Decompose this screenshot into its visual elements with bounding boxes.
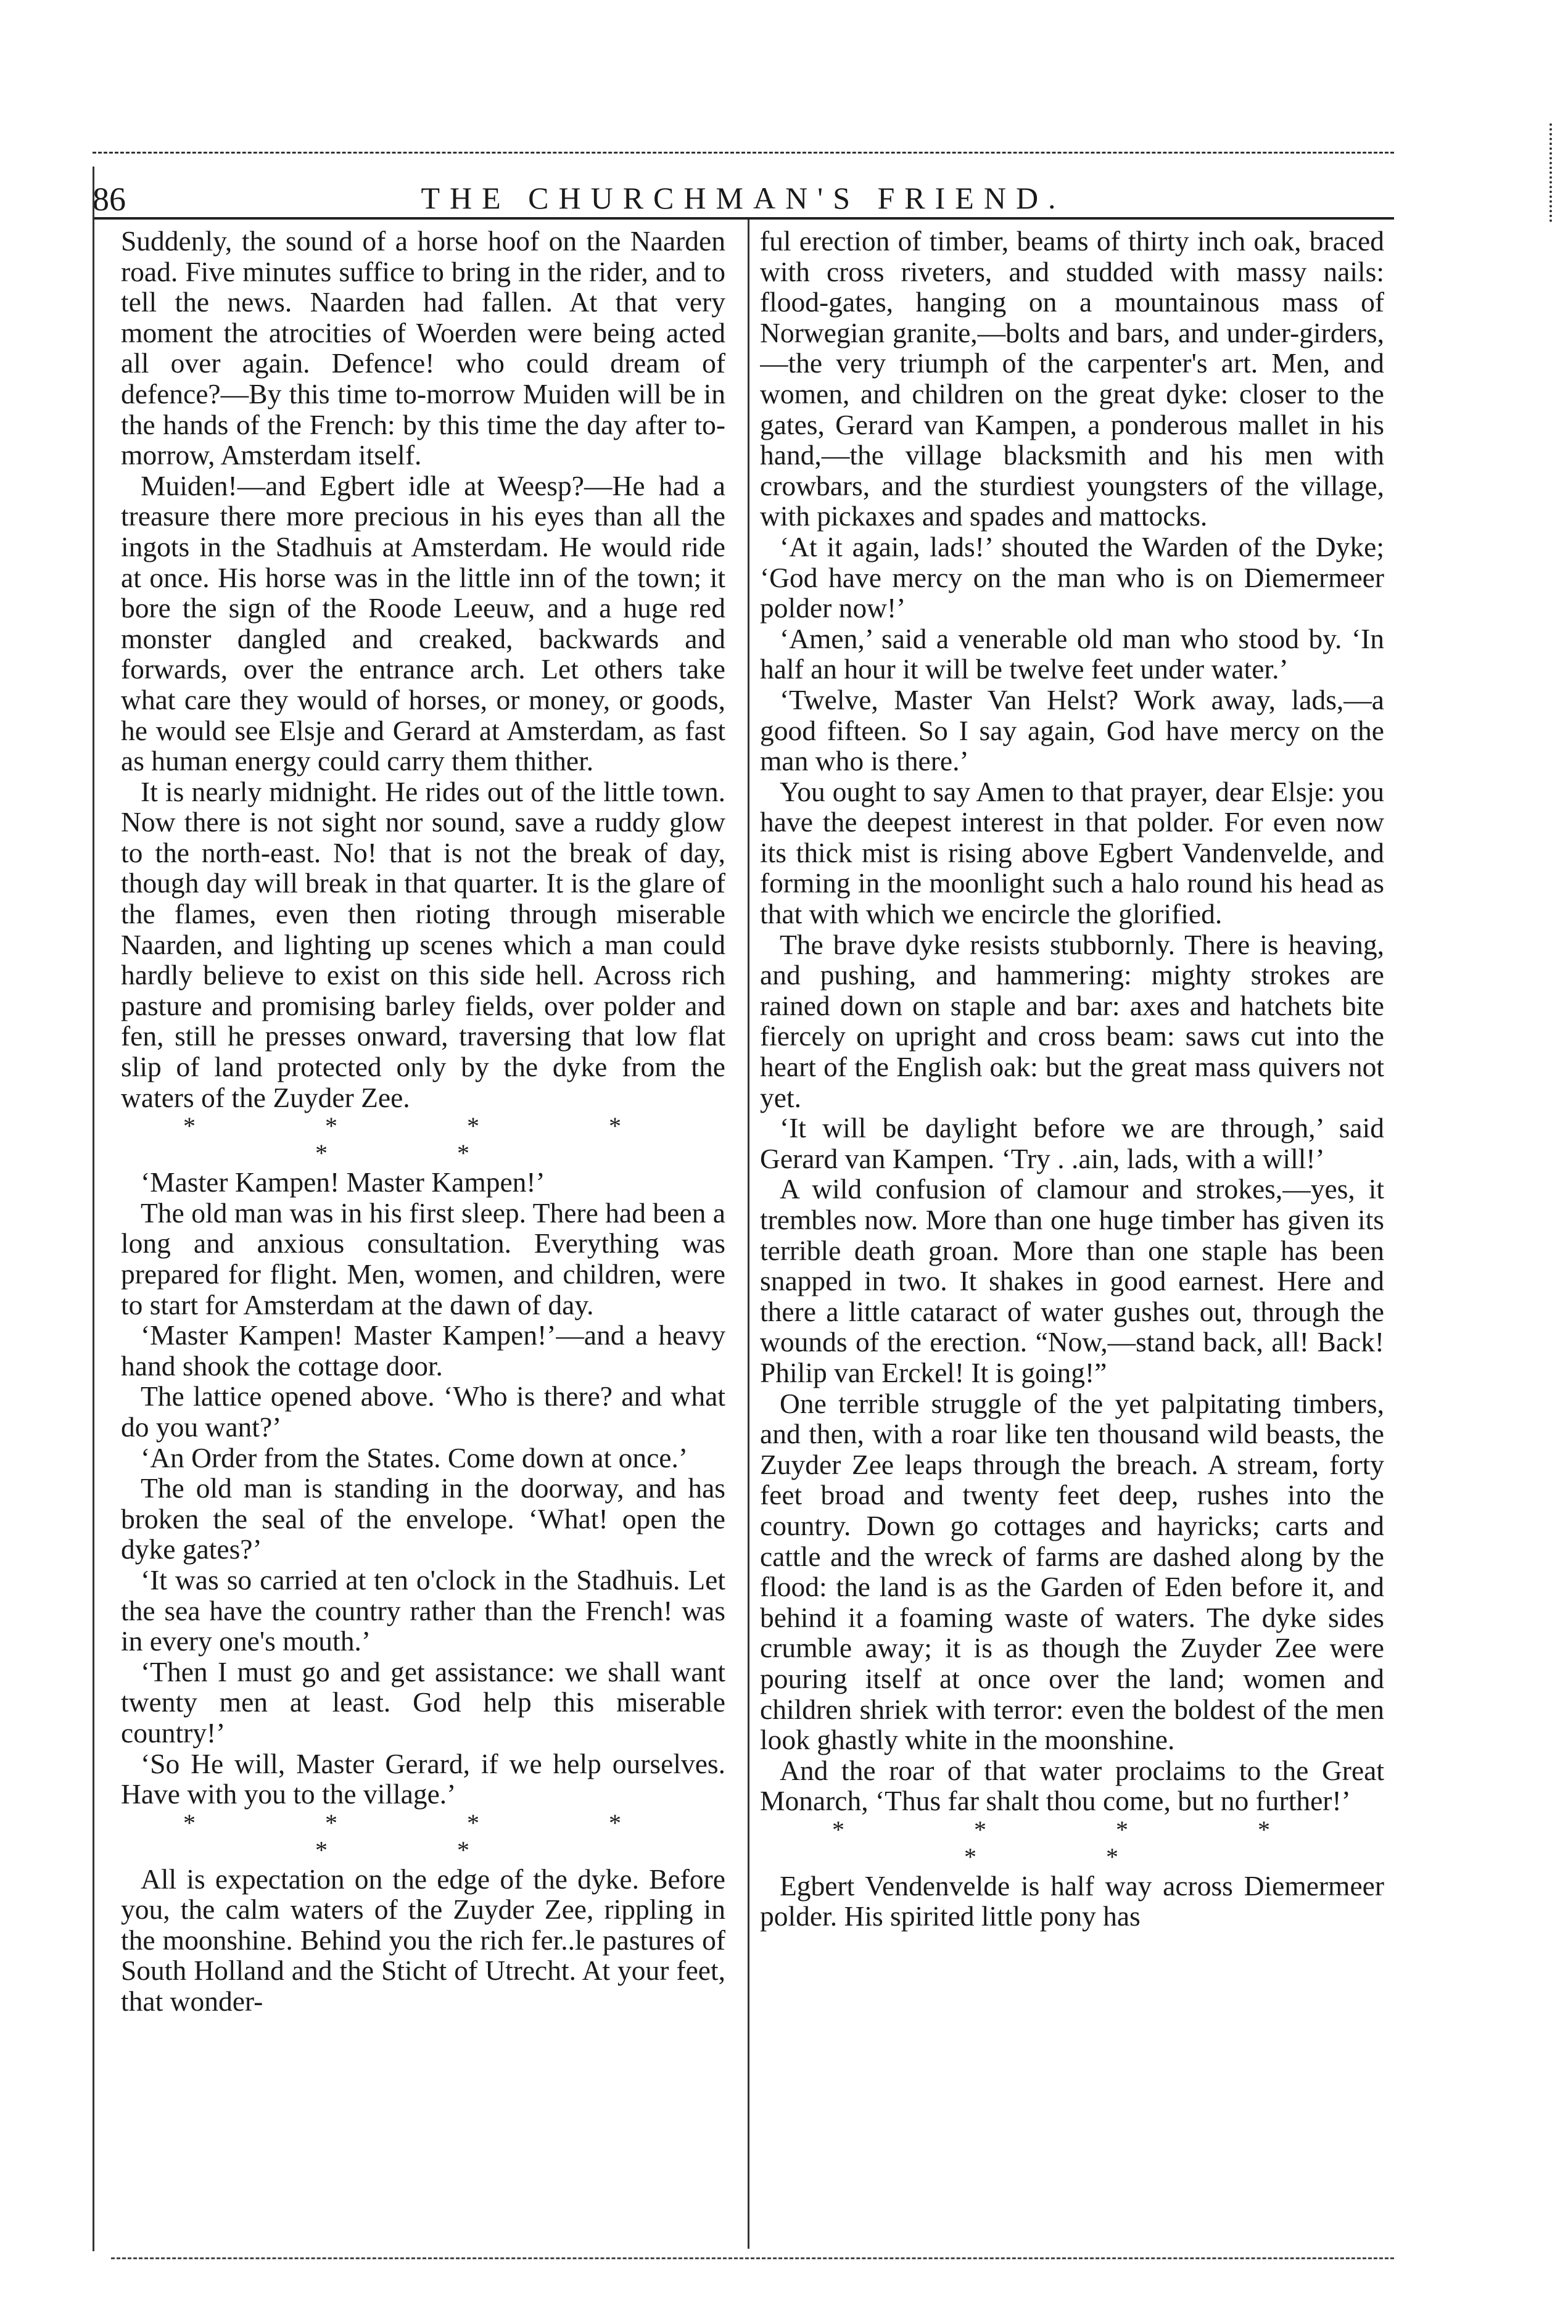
- paragraph: ‘Master Kampen! Master Kampen!’: [141, 1166, 545, 1198]
- paragraph: The old man is standing in the doorway, and has broken the seal of the envelope. ‘What! open the dyke gates?’: [121, 1472, 725, 1565]
- paragraph: ful erection of timber, beams of thirty inch oak, braced with cross riveters, and studded with massy nails: flood-gates, hanging on a mountainous mass of Norwegian granite,—bolts and bars, and under-girders,—the very triumph of the carpenter's art. Men, and women, and children on the great dyke: closer to the gates, Gerard van Kampen, a ponderous mallet in his hand,—the village blacksmith and his men with crowbars, and the sturdiest youngsters of the village, with pickaxes and spades and mattocks.: [760, 226, 1384, 532]
- paragraph: The old man was in his first sleep. There had been a long and anxious consultation. Everything was prepared for flight. Men, women, and children, were to start for Amsterdam at the dawn of day.: [121, 1197, 725, 1321]
- page-frame-left: [93, 167, 94, 2251]
- paragraph: Egbert Vendenvelde is half way across Diemermeer polder. His spirited little pony has: [760, 1869, 1384, 1932]
- paragraph: ‘It will be daylight before we are through,’ said Gerard van Kampen. ‘Try . .ain, lads, with a will!’: [760, 1112, 1384, 1174]
- paragraph: One terrible struggle of the yet palpitating timbers, and then, with a roar like ten thousand wild beasts, the Zuyder Zee leaps through the breach. A stream, forty feet broad and twenty feet deep, rushes into the country. Down go cottages and hayricks; carts and cattle and the wreck of farms are dashed along by the flood: the land is as the Garden of Eden before it, and behind it a foaming waste of waters. The dyke sides crumble away; it is as though the Zuyder Zee were pouring itself at once over the land; women and children shriek with terror: even the boldest of the men look ghastly white in the moonshine.: [760, 1387, 1384, 1756]
- page-number: 86: [93, 181, 126, 218]
- paragraph: ‘At it again, lads!’ shouted the Warden of the Dyke; ‘God have mercy on the man who is on Diemermeer polder now!’: [760, 530, 1384, 624]
- paragraph: All is expectation on the edge of the dyke. Before you, the calm waters of the Zuyder Zee, rippling in the moonshine. Behind you the rich fer..le pastures of South Holland and the Sticht of Utrecht. At your feet, that wonder-: [121, 1863, 725, 2017]
- page-header: [93, 162, 1394, 220]
- section-break: * * * * * *: [183, 1808, 683, 1864]
- column-rule: [748, 220, 749, 2249]
- paragraph: ‘An Order from the States. Come down at once.’: [141, 1441, 688, 1473]
- paragraph: ‘So He will, Master Gerard, if we help ourselves. Have with you to the village.’: [121, 1747, 725, 1810]
- paragraph: It is nearly midnight. He rides out of the little town. Now there is not sight nor sound, save a ruddy glow to the north-east. No! that is not the break of day, though day will break in that quarter. It is the glare of the flames, even then rioting through miserable Naarden, and lighting up scenes which a man could hardly believe to exist on this side hell. Across rich pasture and promising barley fields, over polder and fen, still he presses onward, traversing that low flat slip of land protected only by the dyke from the waters of the Zuyder Zee.: [121, 775, 725, 1113]
- running-title: THE CHURCHMAN'S FRIEND.: [421, 181, 1066, 215]
- right-column: [760, 226, 1384, 2243]
- scan-edge-bottom: [111, 2257, 1394, 2259]
- paragraph: And the roar of that water proclaims to the Great Monarch, ‘Thus far shalt thou come, but no further!’: [760, 1754, 1384, 1817]
- paragraph: You ought to say Amen to that prayer, dear Elsje: you have the deepest interest in that polder. For even now its thick mist is rising above Egbert Vandenvelde, and forming in the moonlight such a halo round his head as that with which we encircle the glorified.: [760, 775, 1384, 930]
- paragraph: ‘Then I must go and get assistance: we shall want twenty men at least. God help this miserable country!’: [121, 1655, 725, 1749]
- margin-marks: [1549, 123, 1556, 222]
- paragraph: A wild confusion of clamour and strokes,—yes, it trembles now. More than one huge timber has given its terrible death groan. More than one staple has been snapped in two. It shakes in good earnest. Here and there a little cataract of water gushes out, through the wounds of the erection. “Now,—stand back, all! Back! Philip van Erckel! It is going!”: [760, 1173, 1384, 1388]
- left-column: [121, 226, 725, 2243]
- paragraph: ‘Amen,’ said a venerable old man who stood by. ‘In half an hour it will be twelve feet under water.’: [760, 622, 1384, 685]
- paragraph: Suddenly, the sound of a horse hoof on the Naarden road. Five minutes suffice to bring in the rider, and to tell the news. Naarden had fallen. At that very moment the atrocities of Woerden were being acted all over again. Defence! who could dream of defence?—By this time to-morrow Muiden will be in the hands of the French: by this time the day after to-morrow, Amsterdam itself.: [121, 226, 725, 471]
- header-rule: [93, 217, 1394, 220]
- paragraph: The brave dyke resists stubbornly. There is heaving, and pushing, and hammering: mighty strokes are rained down on staple and bar: axes and hatchets bite fiercely on upright and cross beam: saws cut into the heart of the English oak: but the great mass quivers not yet.: [760, 928, 1384, 1113]
- paragraph: ‘Twelve, Master Van Helst? Work away, lads,—a good fifteen. So I say again, God have mercy on the man who is there.’: [760, 683, 1384, 777]
- paragraph: ‘Master Kampen! Master Kampen!’—and a heavy hand shook the cottage door.: [121, 1319, 725, 1382]
- section-break: * * * * * *: [183, 1112, 683, 1168]
- section-break: * * * * * *: [832, 1815, 1332, 1871]
- scan-edge-top: [93, 152, 1394, 154]
- paragraph: ‘It was so carried at ten o'clock in the Stadhuis. Let the sea have the country rather than the French! was in every one's mouth.’: [121, 1564, 725, 1657]
- paragraph: Muiden!—and Egbert idle at Weesp?—He had a treasure there more precious in his eyes than all the ingots in the Stadhuis at Amsterdam. He would ride at once. His horse was in the little inn of the town; it bore the sign of the Roode Leeuw, and a huge red monster dangled and creaked, backwards and forwards, over the entrance arch. Let others take what care they would of horses, or money, or goods, he would see Elsje and Gerard at Amsterdam, as fast as human energy could carry them thither.: [121, 469, 725, 777]
- paragraph: The lattice opened above. ‘Who is there? and what do you want?’: [121, 1380, 725, 1443]
